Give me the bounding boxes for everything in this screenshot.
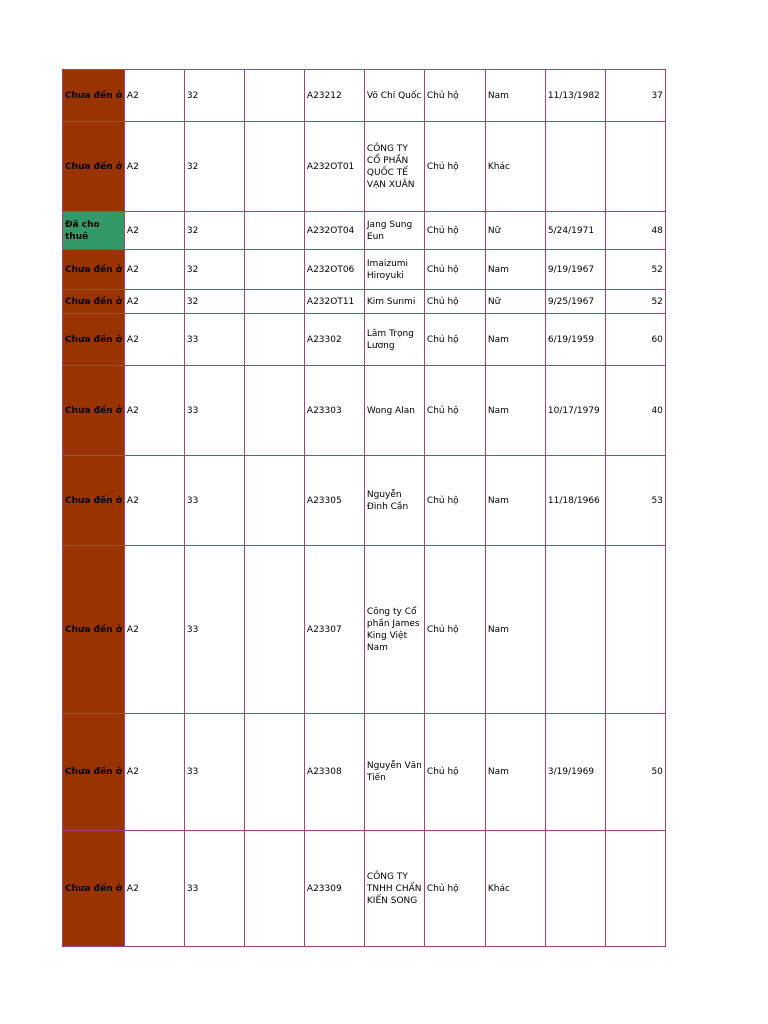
unit-code-cell: A232OT04 xyxy=(304,212,364,250)
status-cell: Chưa đến ở xyxy=(63,70,125,122)
table-row xyxy=(63,122,666,212)
status-cell: Chưa đến ở xyxy=(63,546,125,714)
age-cell: 40 xyxy=(605,366,665,456)
table-row xyxy=(63,456,666,546)
gender-cell: Nam xyxy=(485,70,545,122)
block-cell: A2 xyxy=(124,212,184,250)
unit-code-cell: A232OT01 xyxy=(304,122,364,212)
role-cell: Chủ hộ xyxy=(424,250,485,290)
gender-cell: Khác xyxy=(485,122,545,212)
birth-date-cell: 11/18/1966 xyxy=(545,456,605,546)
role-cell: Chủ hộ xyxy=(424,714,485,831)
owner-name-cell: Công ty Cổ phần James King Việt Nam xyxy=(364,546,424,714)
role-cell: Chủ hộ xyxy=(424,122,485,212)
empty-cell xyxy=(244,714,304,831)
unit-code-cell: A23307 xyxy=(304,546,364,714)
gender-cell: Nữ xyxy=(485,212,545,250)
status-cell: Chưa đến ở xyxy=(63,366,125,456)
birth-date-cell: 10/17/1979 xyxy=(545,366,605,456)
table-row xyxy=(63,314,666,366)
block-cell: A2 xyxy=(124,831,184,947)
block-cell: A2 xyxy=(124,122,184,212)
resident-table xyxy=(62,69,666,947)
birth-date-cell: 9/25/1967 xyxy=(545,290,605,314)
table-row xyxy=(63,714,666,831)
unit-code-cell: A23305 xyxy=(304,456,364,546)
age-cell xyxy=(605,122,665,212)
floor-cell: 33 xyxy=(184,546,244,714)
empty-cell xyxy=(244,250,304,290)
status-cell: Chưa đến ở xyxy=(63,714,125,831)
owner-name-cell: Nguyễn Đình Cần xyxy=(364,456,424,546)
owner-name-cell: Võ Chí Quốc xyxy=(364,70,424,122)
owner-name-cell: Lâm Trọng Lương xyxy=(364,314,424,366)
empty-cell xyxy=(244,314,304,366)
owner-name-cell: Nguyễn Văn Tiến xyxy=(364,714,424,831)
birth-date-cell: 11/13/1982 xyxy=(545,70,605,122)
gender-cell: Nam xyxy=(485,250,545,290)
gender-cell: Nam xyxy=(485,456,545,546)
unit-code-cell: A23308 xyxy=(304,714,364,831)
role-cell: Chủ hộ xyxy=(424,366,485,456)
age-cell: 60 xyxy=(605,314,665,366)
role-cell: Chủ hộ xyxy=(424,314,485,366)
block-cell: A2 xyxy=(124,546,184,714)
age-cell: 50 xyxy=(605,714,665,831)
unit-code-cell: A23212 xyxy=(304,70,364,122)
floor-cell: 33 xyxy=(184,366,244,456)
unit-code-cell: A232OT11 xyxy=(304,290,364,314)
age-cell: 48 xyxy=(605,212,665,250)
owner-name-cell: CÔNG TY CỔ PHẦN QUỐC TẾ VẠN XUÂN xyxy=(364,122,424,212)
birth-date-cell: 6/19/1959 xyxy=(545,314,605,366)
owner-name-cell: Jang Sung Eun xyxy=(364,212,424,250)
empty-cell xyxy=(244,366,304,456)
birth-date-cell: 5/24/1971 xyxy=(545,212,605,250)
table-row xyxy=(63,250,666,290)
birth-date-cell xyxy=(545,546,605,714)
owner-name-cell: CÔNG TY TNHH CHẤN KIẾN SONG xyxy=(364,831,424,947)
unit-code-cell: A232OT06 xyxy=(304,250,364,290)
empty-cell xyxy=(244,290,304,314)
role-cell: Chủ hộ xyxy=(424,70,485,122)
role-cell: Chủ hộ xyxy=(424,290,485,314)
birth-date-cell xyxy=(545,122,605,212)
block-cell: A2 xyxy=(124,70,184,122)
floor-cell: 32 xyxy=(184,212,244,250)
birth-date-cell: 9/19/1967 xyxy=(545,250,605,290)
gender-cell: Nữ xyxy=(485,290,545,314)
gender-cell: Nam xyxy=(485,714,545,831)
age-cell: 52 xyxy=(605,250,665,290)
block-cell: A2 xyxy=(124,366,184,456)
floor-cell: 33 xyxy=(184,714,244,831)
role-cell: Chủ hộ xyxy=(424,456,485,546)
table-row xyxy=(63,290,666,314)
birth-date-cell xyxy=(545,831,605,947)
floor-cell: 33 xyxy=(184,831,244,947)
owner-name-cell: Kim Sunmi xyxy=(364,290,424,314)
age-cell: 37 xyxy=(605,70,665,122)
table-row xyxy=(63,70,666,122)
role-cell: Chủ hộ xyxy=(424,212,485,250)
block-cell: A2 xyxy=(124,314,184,366)
status-cell: Chưa đến ở xyxy=(63,290,125,314)
empty-cell xyxy=(244,831,304,947)
gender-cell: Nam xyxy=(485,314,545,366)
block-cell: A2 xyxy=(124,714,184,831)
status-cell: Chưa đến ở xyxy=(63,122,125,212)
table-row xyxy=(63,366,666,456)
floor-cell: 33 xyxy=(184,456,244,546)
status-cell: Chưa đến ở xyxy=(63,314,125,366)
age-cell xyxy=(605,546,665,714)
table-body xyxy=(63,70,666,947)
table-row xyxy=(63,831,666,947)
empty-cell xyxy=(244,70,304,122)
floor-cell: 33 xyxy=(184,314,244,366)
status-cell: Chưa đến ở xyxy=(63,456,125,546)
status-cell: Đã cho thuê xyxy=(63,212,125,250)
floor-cell: 32 xyxy=(184,250,244,290)
unit-code-cell: A23309 xyxy=(304,831,364,947)
birth-date-cell: 3/19/1969 xyxy=(545,714,605,831)
age-cell: 53 xyxy=(605,456,665,546)
age-cell: 52 xyxy=(605,290,665,314)
status-cell: Chưa đến ở xyxy=(63,250,125,290)
block-cell: A2 xyxy=(124,250,184,290)
status-cell: Chưa đến ở xyxy=(63,831,125,947)
owner-name-cell: Imaizumi Hiroyuki xyxy=(364,250,424,290)
table-row xyxy=(63,212,666,250)
gender-cell: Khác xyxy=(485,831,545,947)
empty-cell xyxy=(244,212,304,250)
unit-code-cell: A23303 xyxy=(304,366,364,456)
role-cell: Chủ hộ xyxy=(424,546,485,714)
empty-cell xyxy=(244,122,304,212)
age-cell xyxy=(605,831,665,947)
block-cell: A2 xyxy=(124,290,184,314)
gender-cell: Nam xyxy=(485,366,545,456)
empty-cell xyxy=(244,456,304,546)
unit-code-cell: A23302 xyxy=(304,314,364,366)
owner-name-cell: Wong Alan xyxy=(364,366,424,456)
floor-cell: 32 xyxy=(184,290,244,314)
gender-cell: Nam xyxy=(485,546,545,714)
empty-cell xyxy=(244,546,304,714)
role-cell: Chủ hộ xyxy=(424,831,485,947)
floor-cell: 32 xyxy=(184,122,244,212)
floor-cell: 32 xyxy=(184,70,244,122)
table-row xyxy=(63,546,666,714)
block-cell: A2 xyxy=(124,456,184,546)
